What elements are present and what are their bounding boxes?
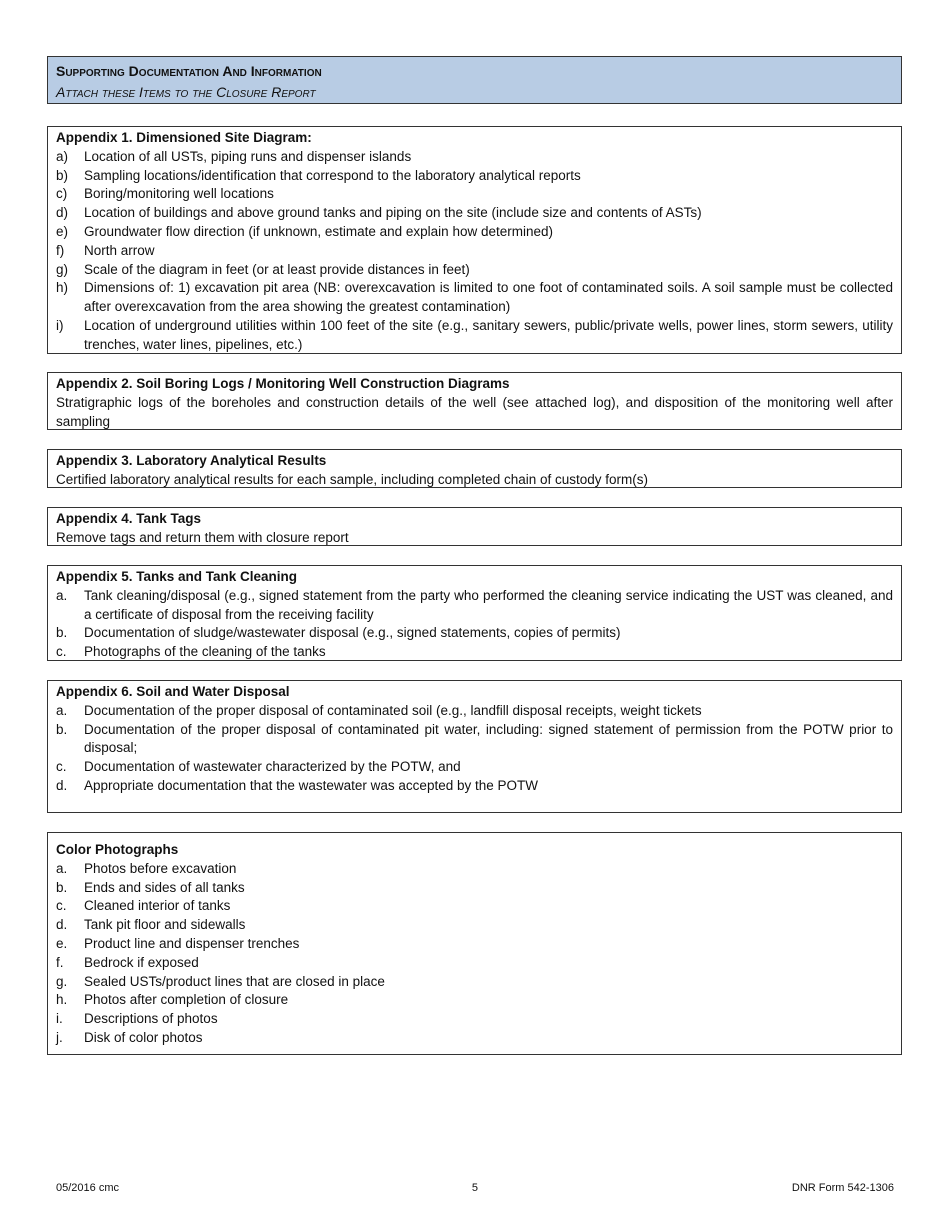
footer-revision: 05/2016 cmc (56, 1182, 119, 1194)
section-title: Supporting Documentation And Information (56, 63, 322, 79)
list-item-marker: g) (56, 261, 69, 277)
list-item (56, 204, 893, 223)
list-item (56, 1029, 893, 1048)
list-item-text: Photos after completion of closure (84, 992, 289, 1008)
list-item-marker: e) (56, 223, 69, 239)
list-item (56, 973, 893, 992)
list-item-marker: c. (56, 644, 67, 660)
list-item-text: Documentation of the proper disposal of contaminated soil (e.g., landfill disposal receipts, weight tickets (84, 702, 702, 718)
page-footer (56, 1182, 894, 1194)
color-photographs-title: Color Photographs (56, 842, 179, 857)
section-header (47, 56, 902, 104)
list-item (56, 643, 893, 662)
list-item (56, 279, 893, 317)
list-item-marker: c. (56, 898, 67, 914)
list-item (56, 897, 893, 916)
list-item-text: Disk of color photos (84, 1029, 203, 1045)
appendix-1-list (56, 148, 893, 355)
list-item-text: Appropriate documentation that the wastewater was accepted by the POTW (84, 777, 538, 793)
appendix-5-list (56, 587, 893, 662)
list-item (56, 317, 893, 355)
list-item-text: Documentation of the proper disposal of contaminated pit water, including: signed statement of permission from the POTW prior to disposal; (84, 721, 893, 756)
list-item-marker: a. (56, 587, 68, 603)
list-item-marker: i. (56, 1011, 63, 1027)
list-item-text: Tank cleaning/disposal (e.g., signed statement from the party who performed the cleaning service indicating the UST was cleaned, and a certificate of disposal from the receiving facility (84, 587, 893, 622)
list-item-text: Descriptions of photos (84, 1011, 218, 1027)
list-item-text: Dimensions of: 1) excavation pit area (NB: overexcavation is limited to one foot of contaminated soils. A soil sample must be collected after overexcavation from the area showing the greatest contamination) (84, 280, 893, 315)
appendix-6-title: Appendix 6. Soil and Water Disposal (56, 684, 290, 699)
list-item-marker: e. (56, 935, 68, 951)
list-item (56, 777, 893, 796)
list-item-marker: h. (56, 992, 68, 1008)
appendix-2-title: Appendix 2. Soil Boring Logs / Monitoring Well Construction Diagrams (56, 376, 510, 391)
list-item (56, 185, 893, 204)
appendix-2-text: Stratigraphic logs of the boreholes and construction details of the well (see attached log), and disposition of the monitoring well after sampling (56, 394, 893, 429)
list-item-text: Location of buildings and above ground tanks and piping on the site (include size and contents of ASTs) (84, 205, 702, 221)
appendix-4-box (47, 507, 902, 546)
list-item-text: Photographs of the cleaning of the tanks (84, 644, 326, 660)
list-item-marker: b. (56, 879, 68, 895)
appendix-3-box (47, 449, 902, 488)
list-item-text: Tank pit floor and sidewalls (84, 917, 246, 933)
appendix-3-text: Certified laboratory analytical results for each sample, including completed chain of custody form(s) (56, 471, 649, 487)
list-item-marker: a. (56, 702, 68, 718)
list-item-marker: h) (56, 280, 69, 296)
list-item (56, 242, 893, 261)
list-item-marker: i) (56, 317, 64, 333)
list-item (56, 148, 893, 167)
list-item-text: Boring/monitoring well locations (84, 186, 274, 202)
list-item (56, 1010, 893, 1029)
appendix-6-box (47, 680, 902, 813)
list-item-marker: g. (56, 973, 68, 989)
list-item-marker: j. (56, 1029, 63, 1045)
list-item-marker: a. (56, 860, 68, 876)
list-item (56, 991, 893, 1010)
list-item (56, 587, 893, 625)
list-item-text: Bedrock if exposed (84, 954, 199, 970)
list-item (56, 702, 893, 721)
list-item-marker: c. (56, 759, 67, 775)
list-item-marker: f) (56, 242, 65, 258)
list-item (56, 223, 893, 242)
appendix-5-title: Appendix 5. Tanks and Tank Cleaning (56, 569, 298, 584)
list-item-text: Location of all USTs, piping runs and dispenser islands (84, 148, 412, 164)
color-photographs-box (47, 832, 902, 1055)
list-item-text: Sealed USTs/product lines that are closed in place (84, 973, 385, 989)
list-item-text: Cleaned interior of tanks (84, 898, 231, 914)
list-item (56, 935, 893, 954)
appendix-4-text: Remove tags and return them with closure report (56, 529, 349, 545)
list-item-marker: a) (56, 148, 69, 164)
list-item-marker: d. (56, 777, 68, 793)
list-item-text: Photos before excavation (84, 860, 237, 876)
appendix-1-box (47, 126, 902, 354)
list-item (56, 954, 893, 973)
list-item (56, 879, 893, 898)
appendix-4-title: Appendix 4. Tank Tags (56, 511, 202, 526)
appendix-1-title: Appendix 1. Dimensioned Site Diagram: (56, 130, 312, 145)
list-item-text: Documentation of sludge/wastewater disposal (e.g., signed statements, copies of permits) (84, 625, 621, 641)
form-number: DNR Form 542-1306 (791, 1182, 894, 1194)
list-item-text: Documentation of wastewater characterized by the POTW, and (84, 759, 461, 775)
list-item (56, 860, 893, 879)
list-item-marker: c) (56, 186, 68, 202)
section-subtitle: Attach these Items to the Closure Report (56, 84, 316, 100)
page-number: 5 (471, 1182, 479, 1194)
appendix-2-box (47, 372, 902, 430)
list-item-marker: f. (56, 954, 64, 970)
list-item (56, 261, 893, 280)
appendix-3-title: Appendix 3. Laboratory Analytical Results (56, 453, 327, 468)
list-item-text: Location of underground utilities within 100 feet of the site (e.g., sanitary sewers, public/private wells, power lines, storm sewers, utility trenches, water lines, pipelines, etc.) (84, 317, 893, 352)
appendix-6-list (56, 702, 893, 796)
list-item-text: Sampling locations/identification that correspond to the laboratory analytical reports (84, 167, 581, 183)
color-photographs-list (56, 860, 893, 1048)
document-page (47, 56, 902, 1055)
list-item-text: Scale of the diagram in feet (or at least provide distances in feet) (84, 261, 470, 277)
list-item (56, 167, 893, 186)
list-item (56, 721, 893, 759)
list-item-text: Groundwater flow direction (if unknown, estimate and explain how determined) (84, 223, 553, 239)
list-item (56, 758, 893, 777)
list-item (56, 916, 893, 935)
list-item-marker: d) (56, 205, 69, 221)
list-item (56, 624, 893, 643)
list-item-text: Ends and sides of all tanks (84, 879, 245, 895)
list-item-marker: b. (56, 625, 68, 641)
list-item-marker: b. (56, 721, 68, 737)
list-item-marker: d. (56, 917, 68, 933)
list-item-text: Product line and dispenser trenches (84, 935, 300, 951)
appendix-5-box (47, 565, 902, 661)
list-item-marker: b) (56, 167, 69, 183)
list-item-text: North arrow (84, 242, 155, 258)
